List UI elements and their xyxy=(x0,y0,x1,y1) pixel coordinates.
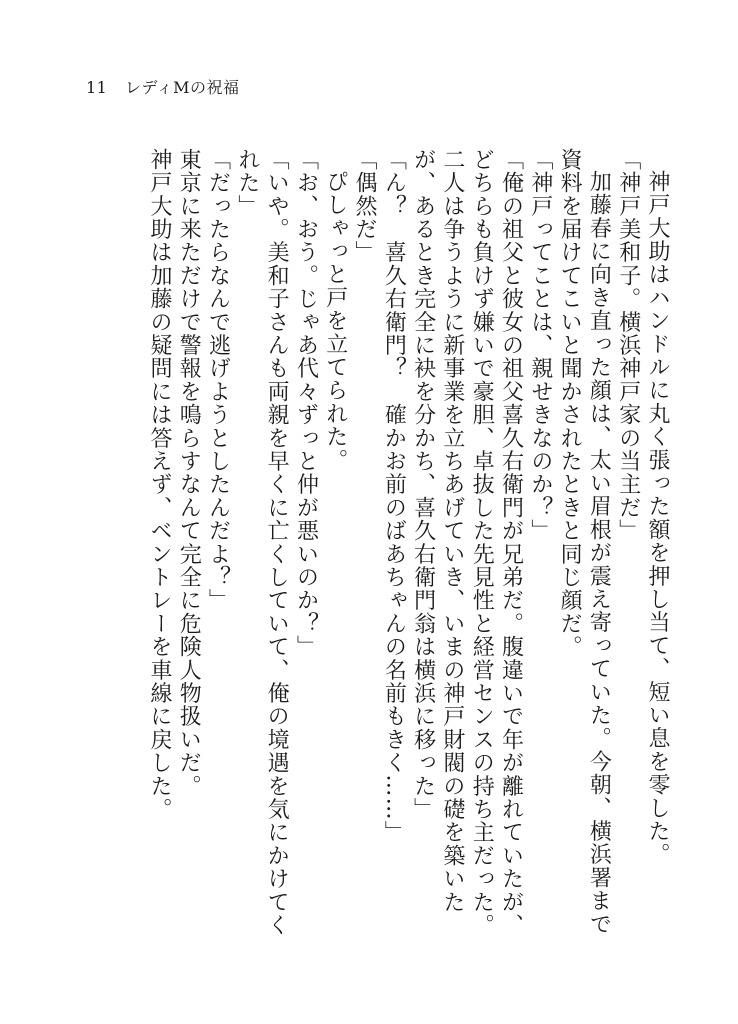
paragraph: 「いや。美和子さんも両親を早くに亡くしていて、俺の境遇を気にかけてくれた」 xyxy=(234,148,290,937)
paragraph: 東京に来ただけで警報を鳴らすなんて完全に危険人物扱いだ。 xyxy=(176,148,202,798)
vertical-body-text xyxy=(92,148,672,948)
paragraph: 「神戸ってことは、親せきなのか？」 xyxy=(527,148,553,543)
paragraph: 「偶然だ」 xyxy=(352,148,378,264)
chapter-title: レディMの祝福 xyxy=(124,78,240,97)
paragraph: 「だったらなんで逃げようとしたんだよ？」 xyxy=(205,148,231,612)
paragraph: 神戸大助はハンドルに丸く張った額を押し当て、短い息を零した。 xyxy=(645,170,670,866)
paragraph: 「俺の祖父と彼女の祖父喜久右衛門が兄弟だ。腹違いで年が離れていたが、どちらも負けず嫌いで豪胆、卓抜した先見性と経営センスの持ち主だった。二人は争うように新事業を立ちあげていき、いまの神戸財閥の礎を築いたが、あるとき完全に袂を分かち、喜久右衛門翁は横浜に移った」 xyxy=(410,148,524,937)
paragraph: 「ん？ 喜久右衛門？ 確かお前のばあちゃんの名前もきく……」 xyxy=(381,148,407,844)
paragraph: 「お、おう。じゃあ代々ずっと仲が悪いのか？」 xyxy=(293,148,319,659)
running-header xyxy=(86,78,240,98)
paragraph: ぴしゃっと戸を立てられた。 xyxy=(322,170,348,472)
paragraph: 神戸大助は加藤の疑問には答えず、ベントレーを車線に戻した。 xyxy=(146,148,172,821)
page-number: 11 xyxy=(86,78,108,97)
paragraph: 「神戸美和子。横浜神戸家の当主だ」 xyxy=(615,148,641,543)
paragraph: 加藤春に向き直った顔は、太い眉根が震え寄っていた。今朝、横浜署まで資料を届けてこいと聞かされたときと同じ顔だ。 xyxy=(557,148,612,936)
